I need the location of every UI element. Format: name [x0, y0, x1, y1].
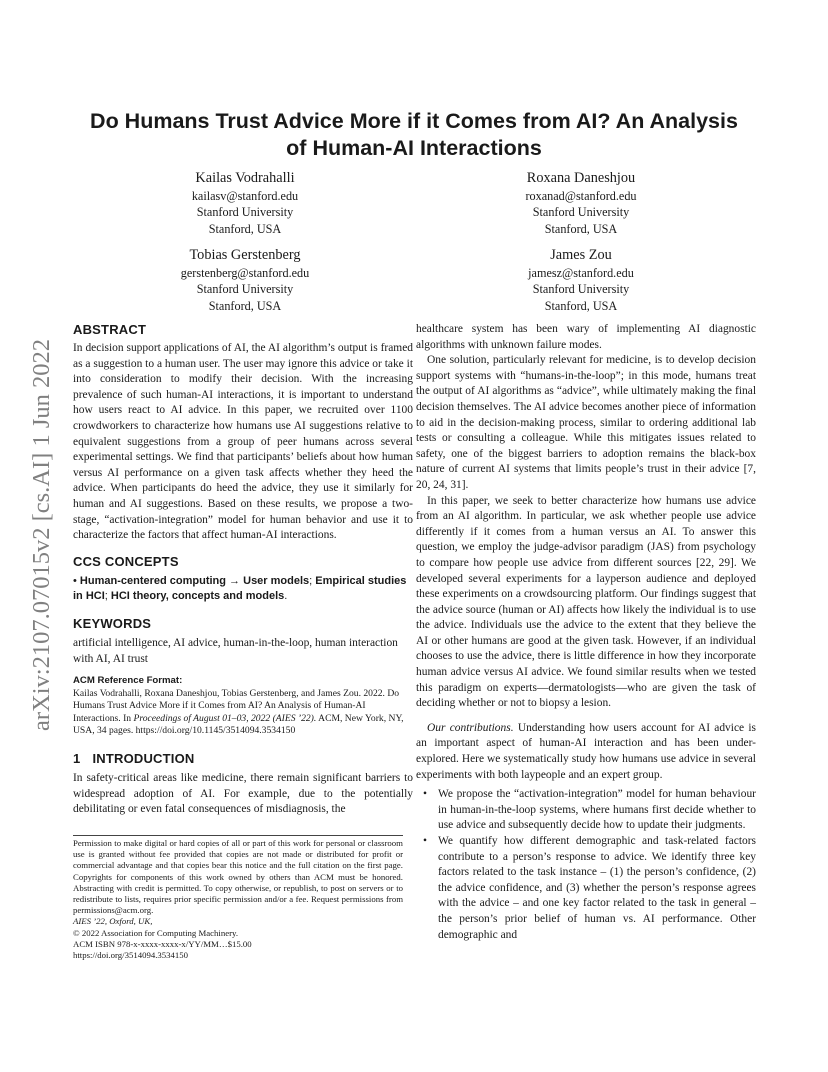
- author-affiliation: Stanford University: [196, 205, 294, 220]
- permission-text: Permission to make digital or hard copies of all or part of this work for personal or classroom use is granted without fee provided that copies are not made or distributed for profit or commercial advantage and that copies bear this notice and the full citation on the first page. Copyrights for components of this work owned by others than ACM must be honored. Abstracting with credit is permitted. To copy otherwise, or republish, to post on servers or to redistribute to lists, requires prior specific permission and/or a fee. Request permissions from permissions@acm.org.: [73, 838, 403, 916]
- author-location: Stanford, USA: [544, 221, 618, 236]
- left-column: [73, 321, 413, 818]
- author-block: [451, 168, 711, 237]
- ccs-text: • Human-centered computing → User models; Empirical studies in HCI; HCI theory, concepts and models.: [73, 574, 407, 603]
- intro-text: In safety-critical areas like medicine, there remain significant barriers to widespread adoption of AI. For example, due to the potentially debilitating or even fatal consequences of misdiagnosis, the: [73, 771, 413, 816]
- paragraph: One solution, particularly relevant for medicine, is to develop decision support systems with “humans-in-the-loop”; in this mode, humans treat the output of AI algorithms as “advice”, while ultimately making the final decision themselves. The AI advice becomes another piece of information to aid in the decision-making process, similar to ordering additional lab tests or consulting a colleague. While this mitigates issues related to safety, one of the biggest barriers to adoption remains the black-box nature of current AI systems that limits people’s trust in their advice [7, 20, 24, 31].: [416, 354, 756, 491]
- right-column: [416, 322, 756, 943]
- abstract-text: In decision support applications of AI, the AI algorithm’s output is framed as a suggestion to a human user. The user may ignore this advice or take it into consideration to modify their decision. With the increasing prevalence of such human-AI interactions, it is important to understand how users react to AI advice. In this paper, we recruited over 1100 crowdworkers to characterize how humans use AI suggestions relative to equivalent suggestions from a group of peer humans across several experimental settings. We find that participants’ beliefs about how human versus AI performance on a given task affects whether they heed the advice. When participants do heed the advice, they use it similarly for human and AI suggestions. Based on these results, we propose a two-stage, “activation-integration” model for human behavior and use it to characterize the factors that affect human-AI interactions.: [73, 342, 413, 542]
- contributions-list: [416, 787, 756, 943]
- contributions-paragraph: Our contributions. Understanding how users account for AI advice is an important aspect of human-AI interaction and has been under-explored. Here we systematically study how humans use advice in several experiments with both laypeople and an expert group.: [416, 721, 756, 781]
- paragraph: healthcare system has been wary of implementing AI diagnostic algorithms with unknown failure modes.: [416, 323, 756, 351]
- keywords-text: artificial intelligence, AI advice, human-in-the-loop, human interaction with AI, AI trust: [73, 636, 398, 665]
- footnote: [73, 838, 403, 961]
- author-email: gerstenberg@stanford.edu: [180, 266, 310, 280]
- author-block: [451, 245, 711, 314]
- author-location: Stanford, USA: [208, 298, 282, 313]
- title-line-1: Do Humans Trust Advice More if it Comes from AI? An Analysis: [90, 109, 738, 133]
- list-item: • We propose the “activation-integration” model for human behaviour in human-in-the-loop systems, where humans first decide whether to use advice and subsequently decide how to update their judgments.: [423, 788, 756, 832]
- author-name: Roxana Daneshjou: [526, 170, 636, 186]
- author-name: Tobias Gerstenberg: [189, 247, 301, 263]
- author-block: [115, 245, 375, 314]
- isbn: ACM ISBN 978-x-xxxx-xxxx-x/YY/MM…$15.00: [73, 938, 252, 949]
- author-affiliation: Stanford University: [196, 282, 294, 297]
- list-item: • We quantify how different demographic and task-related factors contribute to a person’s response to advice. We identify three key factors related to the task instance – (1) the person’s confidence, (2) the advice confidence, and (3) whether the person’s response agrees with the advice – and one key factor related to the task in general – the person’s prior belief of human vs. AI performance. Other demographic and: [423, 835, 756, 941]
- acm-ref-text: Kailas Vodrahalli, Roxana Daneshjou, Tobias Gerstenberg, and James Zou. 2022. Do Humans Trust Advice More if it Comes from AI? An Analysis of Human-AI Interactions. In Proceedings of August 01–03, 2022 (AIES ’22). ACM, New York, NY, USA, 34 pages. https://doi.org/10.1145/3514094.3534150: [73, 688, 404, 736]
- author-location: Stanford, USA: [208, 221, 282, 236]
- author-affiliation: Stanford University: [532, 282, 630, 297]
- conference-info: AIES ’22, Oxford, UK,: [73, 916, 153, 927]
- paragraph: In this paper, we seek to better characterize how humans use advice from an AI algorithm. In particular, we ask whether people use advice differently if it comes from a human versus an AI. To answer this question, we employ the judge-advisor paradigm (JAS) from psychology to compare how people use advice from different sources [22, 29]. We developed several experiments for a layperson audience and deployed these experiments on a crowdsourcing platform. Our findings suggest that the advice source (human or AI) affects how likely the individual is to use the advice. Individuals use the advice to the extent that they believe the AI or other humans are good at the given task. However, if an individual chooses to use the advice, there is little difference in how they incorporate human advice versus AI advice. We found similar results when we tested this paradigm on experts—dermatologists—who are given the task of deciding whether or not to biopsy a lesion.: [416, 494, 756, 710]
- abstract-heading: ABSTRACT: [73, 322, 147, 337]
- intro-heading: 1 INTRODUCTION: [73, 750, 195, 766]
- author-email: jamesz@stanford.edu: [528, 266, 634, 280]
- acm-ref-heading: ACM Reference Format:: [73, 675, 183, 687]
- author-affiliation: Stanford University: [532, 205, 630, 220]
- arxiv-watermark: arXiv:2107.07015v2 [cs.AI] 1 Jun 2022: [28, 339, 55, 731]
- author-name: James Zou: [550, 247, 612, 263]
- title-line-2: of Human-AI Interactions: [286, 136, 542, 160]
- author-email: kailasv@stanford.edu: [191, 189, 299, 203]
- author-block: [115, 168, 375, 237]
- author-email: roxanad@stanford.edu: [525, 189, 637, 203]
- copyright: © 2022 Association for Computing Machinery.: [73, 927, 239, 938]
- keywords-heading: KEYWORDS: [73, 615, 152, 631]
- doi-link[interactable]: https://doi.org/3514094.3534150: [73, 950, 189, 961]
- ccs-heading: CCS CONCEPTS: [73, 553, 179, 569]
- footnote-rule: [73, 835, 403, 836]
- paper-title: [60, 108, 768, 162]
- author-location: Stanford, USA: [544, 298, 618, 313]
- author-name: Kailas Vodrahalli: [195, 170, 295, 186]
